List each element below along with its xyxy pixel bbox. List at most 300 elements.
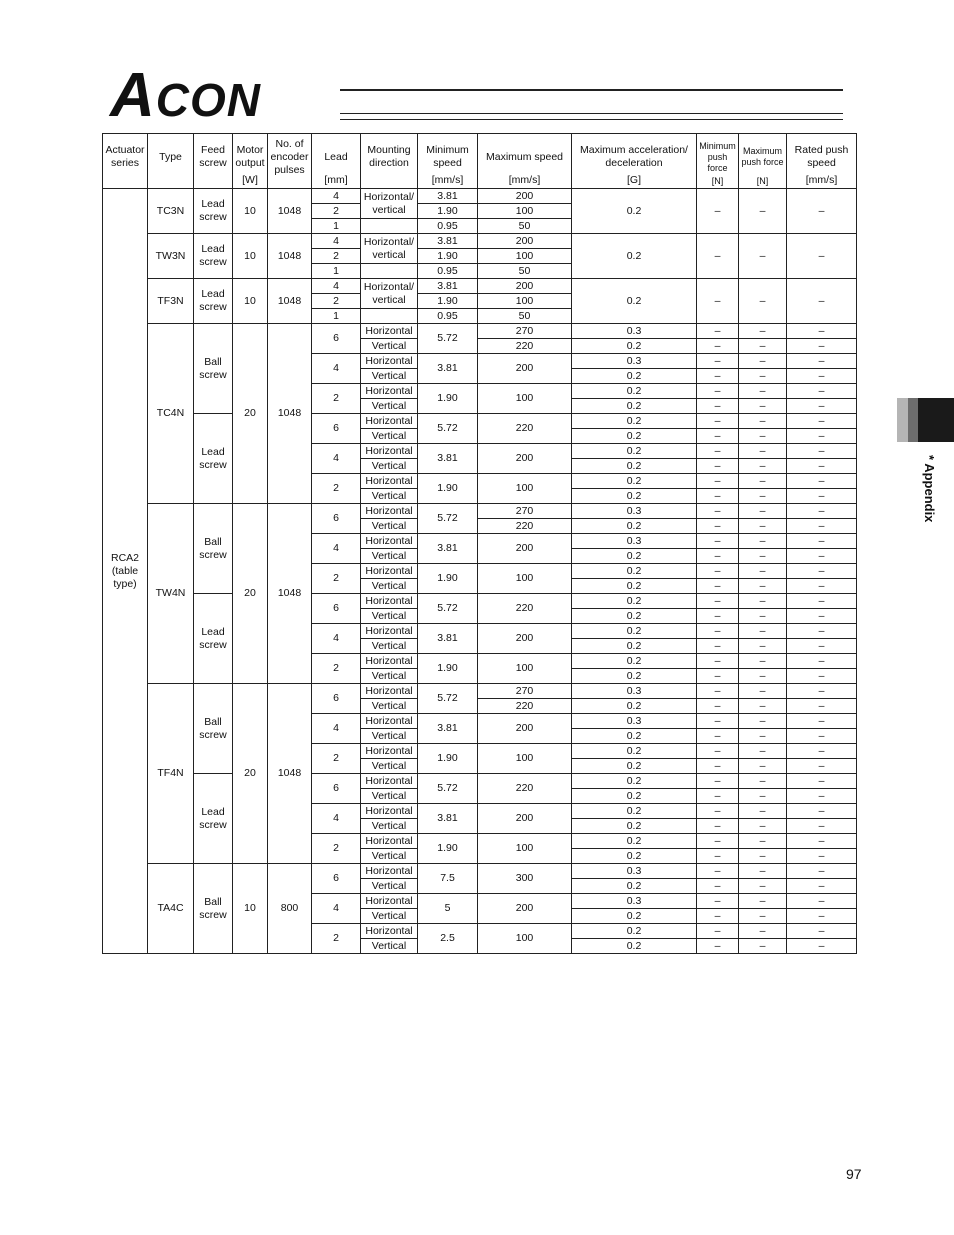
table-cell: – [739,339,787,354]
mounting-direction-cell: Vertical [361,399,418,414]
table-cell: 0.2 [572,339,697,354]
mounting-direction-cell: Horizontal [361,654,418,669]
table-cell: 3.81 [418,189,478,204]
table-cell: 0.2 [572,444,697,459]
type-cell: TF4N [148,684,194,864]
table-cell: – [739,234,787,279]
table-cell: 0.2 [572,279,697,324]
column-header: Feed screw [194,134,233,189]
lead-cell: 1 [312,219,361,234]
table-cell: 3.81 [418,804,478,834]
mounting-direction-cell: Vertical [361,609,418,624]
type-cell: TW3N [148,234,194,279]
feed-screw-cell: Ball screw [194,864,233,954]
table-cell: 0.3 [572,864,697,879]
table-cell: – [739,669,787,684]
mounting-direction-cell: Vertical [361,759,418,774]
table-cell: – [697,549,739,564]
table-cell: 200 [478,444,572,474]
table-cell: – [739,834,787,849]
table-cell: 0.2 [572,789,697,804]
table-cell: – [787,924,857,939]
lead-cell: 6 [312,504,361,534]
table-cell: 1048 [268,279,312,324]
mounting-direction-cell: Vertical [361,669,418,684]
table-cell: 0.2 [572,849,697,864]
table-cell: 220 [478,594,572,624]
table-cell: 270 [478,324,572,339]
table-cell: 50 [478,309,572,324]
table-cell: 200 [478,714,572,744]
mounting-direction-cell [361,264,418,279]
table-cell: – [787,504,857,519]
mounting-direction-cell: Horizontal [361,864,418,879]
table-cell: – [739,519,787,534]
table-row [103,414,857,429]
table-cell: 0.2 [572,519,697,534]
table-cell: – [739,924,787,939]
table-cell: – [739,354,787,369]
table-cell: 0.3 [572,354,697,369]
table-cell: 1.90 [418,294,478,309]
type-cell: TC4N [148,324,194,504]
table-cell: 200 [478,234,572,249]
table-cell: – [697,354,739,369]
table-cell: 0.2 [572,189,697,234]
table-cell: 0.95 [418,309,478,324]
table-cell: 0.2 [572,399,697,414]
type-cell: TA4C [148,864,194,954]
table-cell: – [787,519,857,534]
table-cell: – [787,909,857,924]
column-header: Motor output [W] [233,134,268,189]
table-cell: 7.5 [418,864,478,894]
mounting-direction-cell: Vertical [361,459,418,474]
table-cell: – [787,189,857,234]
table-cell: – [787,474,857,489]
mounting-direction-cell: Horizontal [361,594,418,609]
table-cell: – [787,489,857,504]
table-cell: – [697,699,739,714]
table-cell: 10 [233,234,268,279]
table-cell: 0.2 [572,879,697,894]
table-cell: – [739,729,787,744]
table-cell: 200 [478,804,572,834]
page-number: 97 [846,1166,862,1182]
table-cell: 300 [478,864,572,894]
table-cell: 1.90 [418,564,478,594]
table-cell: – [697,639,739,654]
table-cell: 2.5 [418,924,478,954]
table-cell: – [739,849,787,864]
table-cell: 0.2 [572,639,697,654]
table-cell: – [697,339,739,354]
table-cell: 100 [478,384,572,414]
table-cell: – [739,474,787,489]
table-cell: 1048 [268,504,312,684]
table-cell: 0.3 [572,324,697,339]
table-cell: 1.90 [418,384,478,414]
table-cell: 270 [478,684,572,699]
table-cell: 100 [478,744,572,774]
table-cell: – [697,909,739,924]
table-cell: – [697,234,739,279]
table-cell: – [739,189,787,234]
table-cell: 1.90 [418,654,478,684]
table-cell: 220 [478,339,572,354]
table-cell: – [697,369,739,384]
lead-cell: 1 [312,264,361,279]
table-cell: 1.90 [418,204,478,219]
table-cell: – [787,429,857,444]
table-header-row [103,134,857,189]
mounting-direction-cell: Horizontal [361,444,418,459]
mounting-direction-cell: Vertical [361,369,418,384]
header-rule-top [340,89,843,91]
table-cell: – [697,849,739,864]
table-row [103,594,857,609]
table-cell: – [739,864,787,879]
mounting-direction-cell: Horizontal [361,534,418,549]
table-cell: 5.72 [418,414,478,444]
table-row [103,504,857,519]
table-cell: 0.2 [572,759,697,774]
table-cell: 0.2 [572,234,697,279]
mounting-direction-cell: Horizontal/ vertical [361,279,418,309]
lead-cell: 1 [312,309,361,324]
table-cell: – [787,789,857,804]
table-cell: 100 [478,924,572,954]
table-cell: – [739,759,787,774]
table-cell: – [697,414,739,429]
table-cell: – [787,609,857,624]
table-cell: – [697,399,739,414]
table-cell: 1048 [268,234,312,279]
table-cell: 5.72 [418,684,478,714]
table-cell: – [739,909,787,924]
lead-cell: 4 [312,189,361,204]
table-cell: – [697,579,739,594]
table-cell: – [787,744,857,759]
column-header: Type [148,134,194,189]
lead-cell: 2 [312,204,361,219]
table-cell: – [739,609,787,624]
mounting-direction-cell: Vertical [361,429,418,444]
table-cell: – [739,459,787,474]
table-row [103,189,857,204]
mounting-direction-cell: Vertical [361,819,418,834]
table-cell: 0.2 [572,669,697,684]
mounting-direction-cell: Horizontal [361,834,418,849]
table-cell: – [697,819,739,834]
table-cell: – [739,504,787,519]
mounting-direction-cell: Vertical [361,549,418,564]
table-cell: 100 [478,204,572,219]
table-cell: 1.90 [418,834,478,864]
table-cell: 270 [478,504,572,519]
table-cell: – [739,444,787,459]
table-cell: 1.90 [418,249,478,264]
table-cell: – [787,684,857,699]
feed-screw-cell: Lead screw [194,594,233,684]
table-cell: – [739,489,787,504]
table-cell: 5.72 [418,504,478,534]
lead-cell: 4 [312,534,361,564]
actuator-series-cell: RCA2 (table type) [103,189,148,954]
table-cell: 0.2 [572,729,697,744]
table-cell: 10 [233,279,268,324]
mounting-direction-cell: Horizontal [361,414,418,429]
table-cell: – [787,399,857,414]
table-cell: 0.2 [572,549,697,564]
table-cell: – [739,879,787,894]
table-cell: 0.2 [572,939,697,954]
table-cell: 0.2 [572,819,697,834]
feed-screw-cell: Ball screw [194,684,233,774]
table-cell: – [739,654,787,669]
table-cell: – [787,369,857,384]
table-cell: – [787,279,857,324]
feed-screw-cell: Lead screw [194,189,233,234]
table-cell: 1048 [268,684,312,864]
feed-screw-cell: Ball screw [194,504,233,594]
table-cell: – [697,624,739,639]
table-cell: – [697,774,739,789]
mounting-direction-cell: Horizontal [361,684,418,699]
table-cell: – [787,624,857,639]
column-header: Minimum speed [mm/s] [418,134,478,189]
table-cell: 200 [478,279,572,294]
table-cell: 100 [478,834,572,864]
table-cell: – [787,579,857,594]
table-cell: 0.2 [572,774,697,789]
mounting-direction-cell: Vertical [361,639,418,654]
table-cell: 0.3 [572,894,697,909]
table-cell: 10 [233,864,268,954]
table-cell: – [739,624,787,639]
table-cell: 3.81 [418,279,478,294]
mounting-direction-cell: Vertical [361,849,418,864]
mounting-direction-cell: Horizontal [361,384,418,399]
table-cell: 20 [233,504,268,684]
table-cell: – [787,669,857,684]
table-cell: 3.81 [418,714,478,744]
table-cell: 3.81 [418,624,478,654]
table-cell: – [787,534,857,549]
table-cell: – [787,834,857,849]
mounting-direction-cell: Horizontal [361,774,418,789]
column-header: Maximum acceleration/ deceleration [G] [572,134,697,189]
table-cell: 0.2 [572,654,697,669]
table-cell: 0.2 [572,624,697,639]
table-cell: 200 [478,354,572,384]
lead-cell: 2 [312,294,361,309]
mounting-direction-cell [361,309,418,324]
table-cell: – [697,609,739,624]
table-cell: – [739,564,787,579]
table-cell: 0.2 [572,489,697,504]
type-cell: TC3N [148,189,194,234]
mounting-direction-cell: Horizontal [361,744,418,759]
table-cell: – [697,594,739,609]
table-cell: – [739,279,787,324]
table-cell: – [697,489,739,504]
table-cell: 100 [478,474,572,504]
table-cell: 0.2 [572,744,697,759]
table-cell: 1.90 [418,744,478,774]
lead-cell: 4 [312,714,361,744]
column-header: Rated push speed [mm/s] [787,134,857,189]
table-cell: – [739,534,787,549]
table-cell: – [739,399,787,414]
table-cell: 200 [478,894,572,924]
table-cell: 0.3 [572,684,697,699]
header-rule-middle [340,113,843,114]
table-row [103,234,857,249]
table-cell: 100 [478,564,572,594]
table-cell: – [739,639,787,654]
table-cell: – [787,639,857,654]
table-cell: 0.2 [572,474,697,489]
table-cell: – [739,384,787,399]
table-cell: 0.3 [572,504,697,519]
type-cell: TW4N [148,504,194,684]
table-cell: – [697,564,739,579]
mounting-direction-cell: Vertical [361,729,418,744]
appendix-side-label: * Appendix [922,455,937,523]
feed-screw-cell: Lead screw [194,234,233,279]
table-cell: – [739,429,787,444]
table-cell: – [739,549,787,564]
table-cell: – [787,864,857,879]
table-cell: 1048 [268,324,312,504]
table-cell: – [787,444,857,459]
column-header: Mounting direction [361,134,418,189]
table-cell: – [787,384,857,399]
column-header: Lead [mm] [312,134,361,189]
table-cell: – [787,939,857,954]
table-cell: – [739,774,787,789]
table-cell: – [697,519,739,534]
lead-cell: 6 [312,594,361,624]
acon-logo: ACON [110,61,262,130]
lead-cell: 4 [312,804,361,834]
table-cell: 0.2 [572,369,697,384]
table-cell: – [697,534,739,549]
table-cell: – [787,879,857,894]
mounting-direction-cell: Horizontal [361,504,418,519]
mounting-direction-cell: Horizontal [361,354,418,369]
table-cell: – [739,744,787,759]
column-header: No. of encoder pulses [268,134,312,189]
mounting-direction-cell [361,219,418,234]
table-cell: – [697,429,739,444]
lead-cell: 2 [312,834,361,864]
lead-cell: 4 [312,444,361,474]
feed-screw-cell: Lead screw [194,279,233,324]
table-cell: 20 [233,684,268,864]
mounting-direction-cell: Vertical [361,519,418,534]
table-cell: 220 [478,519,572,534]
table-cell: – [739,369,787,384]
lead-cell: 4 [312,894,361,924]
column-header: Maximum push force [N] [739,134,787,189]
table-cell: – [697,924,739,939]
mounting-direction-cell: Horizontal [361,894,418,909]
mounting-direction-cell: Horizontal/ vertical [361,189,418,219]
table-cell: 220 [478,414,572,444]
table-cell: 0.2 [572,699,697,714]
table-cell: – [739,684,787,699]
mounting-direction-cell: Horizontal [361,924,418,939]
table-cell: – [697,654,739,669]
table-cell: 5.72 [418,594,478,624]
table-cell: – [697,504,739,519]
mounting-direction-cell: Vertical [361,789,418,804]
table-cell: – [697,459,739,474]
table-cell: – [739,789,787,804]
table-cell: – [697,714,739,729]
table-cell: – [697,894,739,909]
table-cell: 0.2 [572,924,697,939]
column-header: Actuator series [103,134,148,189]
lead-cell: 4 [312,234,361,249]
table-cell: – [697,189,739,234]
table-cell: 200 [478,534,572,564]
lead-cell: 4 [312,354,361,384]
table-cell: – [787,414,857,429]
table-cell: 100 [478,294,572,309]
table-cell: – [787,849,857,864]
lead-cell: 2 [312,654,361,684]
table-cell: – [787,759,857,774]
table-cell: – [697,324,739,339]
table-cell: 10 [233,189,268,234]
mounting-direction-cell: Horizontal [361,714,418,729]
table-cell: 5.72 [418,774,478,804]
lead-cell: 6 [312,774,361,804]
table-cell: – [739,939,787,954]
mounting-direction-cell: Horizontal [361,564,418,579]
lead-cell: 2 [312,249,361,264]
table-cell: 20 [233,324,268,504]
lead-cell: 6 [312,864,361,894]
table-row [103,864,857,879]
table-cell: – [739,819,787,834]
table-cell: 1048 [268,189,312,234]
table-cell: – [787,714,857,729]
table-cell: – [697,939,739,954]
lead-cell: 2 [312,384,361,414]
table-cell: 800 [268,864,312,954]
table-cell: – [787,594,857,609]
table-cell: – [739,579,787,594]
table-cell: – [739,714,787,729]
mounting-direction-cell: Vertical [361,579,418,594]
table-cell: 5.72 [418,324,478,354]
table-cell: 3.81 [418,444,478,474]
column-header: Maximum speed [mm/s] [478,134,572,189]
table-cell: – [697,729,739,744]
table-cell: – [739,699,787,714]
table-cell: – [787,804,857,819]
mounting-direction-cell: Horizontal [361,324,418,339]
table-cell: 50 [478,219,572,234]
table-cell: 0.2 [572,459,697,474]
table-cell: – [739,594,787,609]
table-cell: 0.2 [572,579,697,594]
lead-cell: 4 [312,624,361,654]
